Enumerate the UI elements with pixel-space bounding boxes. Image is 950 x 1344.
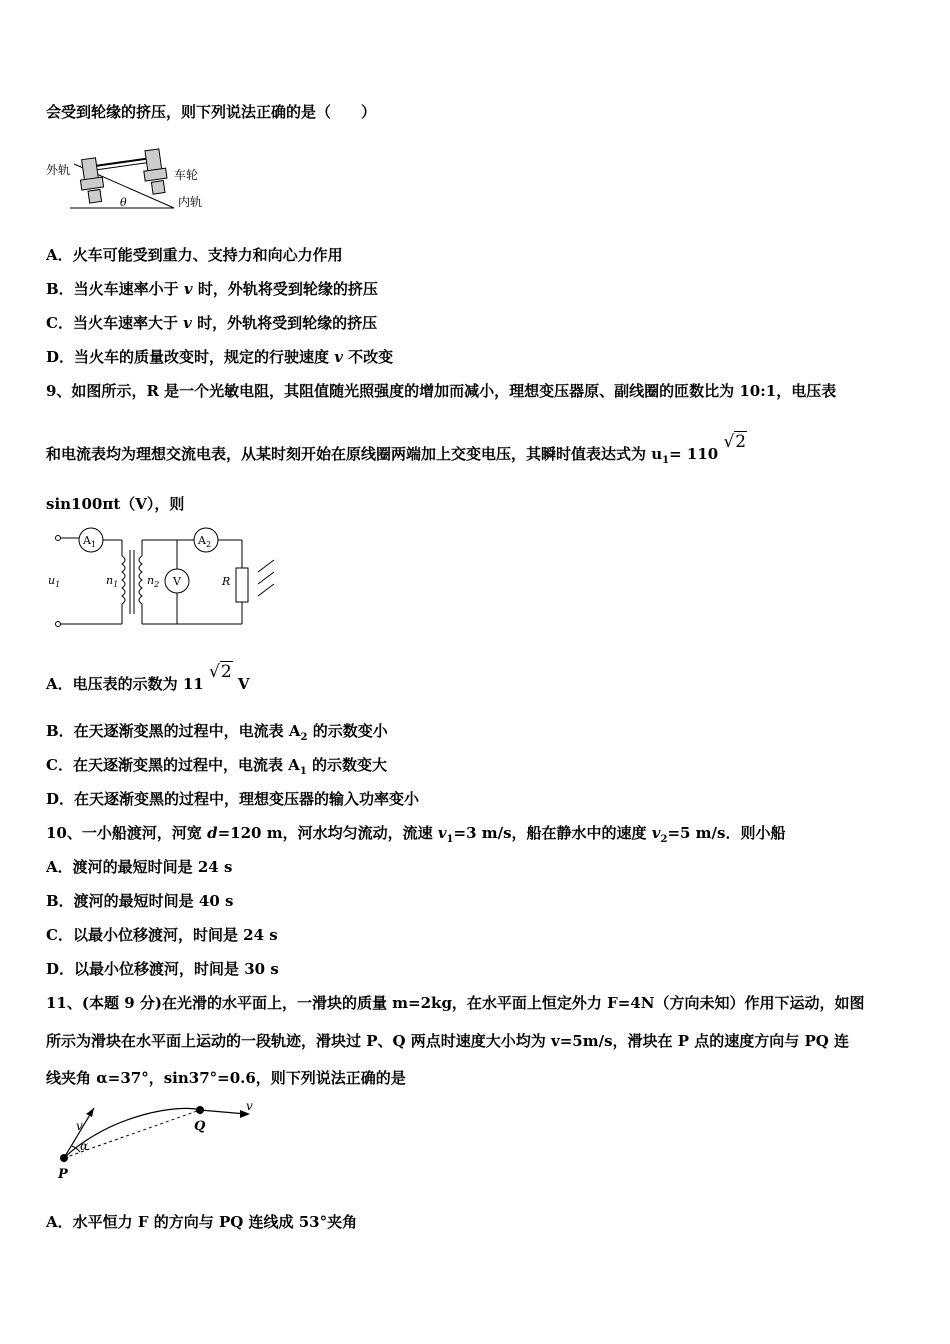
q8-option-b: B．当火车速率小于 v 时，外轨将受到轮缘的挤压 — [46, 280, 378, 298]
q9-line1: 9、如图所示，R 是一个光敏电阻，其阻值随光照强度的增加而减小，理想变压器原、副线圈的匝数比为 10:1，电压表 — [46, 382, 837, 400]
q11-line3: 线夹角 α=37°，sin37°=0.6，则下列说法正确的是 — [46, 1069, 406, 1087]
label-inner-rail: 内轨 — [178, 195, 203, 209]
point-p-label: P — [58, 1167, 68, 1182]
label-theta: θ — [120, 196, 127, 209]
velocity-label-q: v — [246, 1100, 253, 1113]
q9-option-a: A．电压表的示数为 11 √2 V — [46, 662, 250, 693]
q8-stem: 会受到轮缘的挤压，则下列说法正确的是（ ） — [46, 103, 377, 121]
q10-stem: 10、一小船渡河，河宽 d=120 m，河水均匀流动，流速 $v_1=3$ m/s，船在静水中的速度 $v_2=5$ m/s．则小船 — [46, 824, 786, 845]
q9-circuit-figure — [46, 526, 276, 630]
q8-option-d: D．当火车的质量改变时，规定的行驶速度 v 不改变 — [46, 348, 394, 366]
velocity-label-p: v — [76, 1119, 83, 1133]
sqrt-symbol: √2 — [208, 662, 232, 682]
q10-option-a: A．渡河的最短时间是 24 s — [46, 858, 233, 876]
q9-option-c: C．在天逐渐变黑的过程中，电流表 $A_1$ 的示数变大 — [46, 756, 388, 777]
q11-trajectory-figure — [50, 1100, 270, 1182]
q10-option-d: D．以最小位移渡河，时间是 30 s — [46, 960, 279, 978]
q8-figure — [44, 134, 224, 214]
u1-label: $u_1$ — [48, 574, 61, 589]
q9-line3: sin100πt（V），则 — [46, 495, 185, 513]
alpha-label: α — [80, 1139, 89, 1153]
q9-line2: 和电流表均为理想交流电表，从某时刻开始在原线圈两端加上交变电压，其瞬时值表达式为 $u_1= 110$ √2 — [46, 432, 747, 466]
resistor-label: R — [222, 575, 231, 588]
q11-line2: 所示为滑块在水平面上运动的一段轨迹，滑块过 P、Q 两点时速度大小均为 v=5m/s，滑块在 P 点的速度方向与 PQ 连 — [46, 1032, 850, 1050]
q9-option-d: D．在天逐渐变黑的过程中，理想变压器的输入功率变小 — [46, 790, 420, 808]
q11-line1: 11、(本题 9 分)在光滑的水平面上，一滑块的质量 m=2kg，在水平面上恒定外力 F=4N（方向未知）作用下运动，如图 — [46, 994, 865, 1012]
n1-label: $n_1$ — [106, 574, 119, 589]
q9-option-b: B．在天逐渐变黑的过程中，电流表 $A_2$ 的示数变小 — [46, 722, 388, 743]
q11-option-a: A．水平恒力 F 的方向与 PQ 连线成 53°夹角 — [46, 1213, 358, 1231]
q10-option-c: C．以最小位移渡河，时间是 24 s — [46, 926, 278, 944]
ammeter-a2-label: $A_2$ — [198, 534, 212, 549]
voltmeter-label: V — [173, 575, 181, 588]
q8-option-a: A．火车可能受到重力、支持力和向心力作用 — [46, 246, 343, 264]
q8-option-c: C．当火车速率大于 v 时，外轨将受到轮缘的挤压 — [46, 314, 378, 332]
label-wheel: 车轮 — [174, 168, 199, 182]
ammeter-a1-label: $A_1$ — [83, 534, 97, 549]
q10-option-b: B．渡河的最短时间是 40 s — [46, 892, 234, 910]
label-outer-rail: 外轨 — [46, 163, 71, 177]
point-q-label: Q — [194, 1119, 206, 1134]
sqrt-symbol: √2 — [723, 432, 747, 452]
n2-label: $n_2$ — [147, 574, 160, 589]
